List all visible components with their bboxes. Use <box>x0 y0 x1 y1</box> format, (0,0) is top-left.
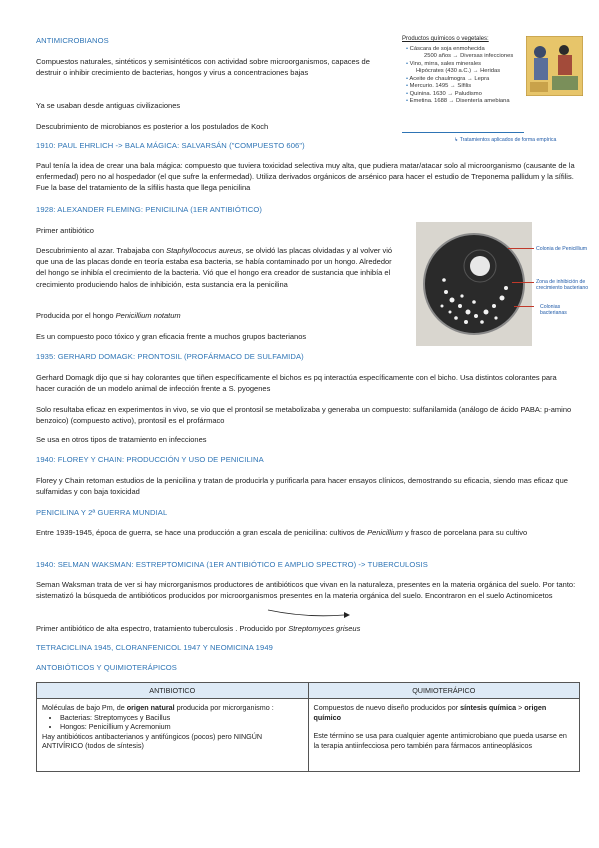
section-title-quimio: ANTOBIÓTICOS Y QUIMIOTERÁPICOS <box>36 663 177 672</box>
petri-plate-figure <box>416 222 598 346</box>
table-header: QUIMIOTERÁPICO <box>308 683 580 699</box>
paragraph: Florey y Chain retoman estudios de la penicilina y tratan de producirla y purificarla para hacer ensayos clínicos, demostrando su eficacia, siendo mas eficaz que sulfamidas y con baja toxicidad <box>36 476 568 497</box>
figure-item: Emetina. 1688 → Disentería amebiana <box>409 98 510 104</box>
figure-label: Colonias bacterianas <box>540 304 567 316</box>
figure-item: Aceite de chaulmogra → Lepra <box>409 75 490 82</box>
paragraph: Compuestos naturales, sintéticos y semisintéticos con actividad sobre microorganismos, capaces de destruir o inhibir crecimiento de bacterias, hongos y virus a concentraciones bajas <box>36 57 370 78</box>
paragraph: Solo resultaba eficaz en experimentos in vivo, se vio que el prontosil se metabolizaba y generaba un compuesto: sulfanilamida (análogo de ácido PABA: p-amino benzoico) (compuesto activo), prontosil es el profármaco <box>36 405 572 426</box>
figure-title: Productos químicos o vegetales: <box>402 36 489 42</box>
section-title-tetraciclina: TETRACICLINA 1945, CLORANFENICOL 1947 Y NEOMICINA 1949 <box>36 643 273 652</box>
figure-item: Quinina. 1630 → Paludismo <box>409 90 482 97</box>
figure-item: Hipócrates (430 a.C.) → Heridas <box>416 68 501 74</box>
list-item: • Bacterias: Streptomyces y Bacillus <box>60 713 303 723</box>
section-title-antimicrobianos: ANTIMICROBIANOS <box>36 36 109 45</box>
figure-item: 2500 años → Diversas infecciones <box>424 53 514 59</box>
section-title-waksman: 1940: SELMAN WAKSMAN: ESTREPTOMICINA (1ER ANTIBIÓTICO E AMPLIO SPECTRO) -> TUBERCULOSIS <box>36 560 428 569</box>
paragraph: Descubrimiento al azar. Trabajaba con Staphyllococus aureus, se olvidó las placas olvidadas y al volver vió que una de las placas donde en teoría estaba esa bacteria, se había contaminado por un hongo. Alrededor del hongo se inhibía el crecimiento de la bacteria. Vió que el hongo era creador de sustancia que inhibía el crecimiento produciendo halos de inhibición, esta sustancia era la penicilina <box>36 246 393 289</box>
arrow-icon: ↳ <box>454 137 460 143</box>
table-header: ANTIBIOTICO <box>37 683 309 699</box>
section-title-guerra: PENICILINA Y 2ª GUERRA MUNDIAL <box>36 508 168 517</box>
painting-illustration <box>526 36 583 96</box>
paragraph: Entre 1939-1945, época de guerra, se hace una producción a gran escala de penicilina: cultivos de Penicillium y frasco de porcelana para su cultivo <box>36 528 528 537</box>
section-title-domagk: 1935: GERHARD DOMAGK: PRONTOSIL (PROFÁRMACO DE SULFAMIDA) <box>36 352 304 361</box>
paragraph: Paul tenía la idea de crear una bala mágica: compuesto que tuviera toxicidad selectiva muy alta, que pudiera matar/atacar solo al microorganismo (causante de la enfermedad) pero no al hospedador (el que sufre la enfermedad). Utiliza derivados orgánicos de arsénico para hacer el estudio de Treponema pallidum y la sífilis. Fue la base del tratamiento de la sífilis hasta que llega penicilina <box>36 161 575 193</box>
figure-label: Zona de inhibición de crecimiento bacteriano <box>536 279 589 291</box>
paragraph: Seman Waksman trata de ver si hay microrganismos productores de antibióticos que vivan en la naturaleza, presentes en la materia orgánica del suelo. Por tanto: sistematizó la búsqueda de antibióticos producidos por microorganismos presentes en la materia orgánica del suelo. Encontraron en el suelo Actinomicetos <box>36 580 576 601</box>
figure-item: Cáscara de soja enmohecida <box>409 45 485 52</box>
paragraph: Es un compuesto poco tóxico y gran eficacia frente a muchos grupos bacterianos <box>36 332 307 341</box>
paragraph: Descubrimiento de microbianos es posterior a los postulados de Koch <box>36 122 269 131</box>
products-figure: Productos químicos o vegetales: • Cáscara de soja enmohecida 2500 años → Diversas infecciones • Vino, mirra, sales minerales Hipócrates (430 a.C.) → Heridas • Aceite de chaulmogra → Lepra • Mercurio. 1495 → Sífilis • Quinina. 1630 → Paludismo • Emetina. 1688 → Disentería amebiana ↳ Tratamientos aplicados de forma empírica <box>402 36 582 146</box>
table-cell: Compuestos de nuevo diseño producidos por síntesis química > origen químico Este término se usa para cualquier agente antimicrobiano que pueda usarse en la terapia antiinfecciosa pero también para fármacos antineoplásicos <box>308 699 580 772</box>
figure-label: Colonia de Penicillium <box>536 246 588 252</box>
paragraph: Gerhard Domagk dijo que si hay colorantes que tiñen específicamente el bichos es pq interactúa específicamente con el bicho. Usa distintos colorantes para hacer curación de un modelo animal de infección frente a S. pyogenes <box>36 373 557 394</box>
list-item: • Hongos: Penicillium y Acremonium <box>60 722 303 732</box>
comparison-table <box>36 682 580 772</box>
petri-plate-photo <box>416 222 532 346</box>
arrow-icon <box>266 606 352 620</box>
section-title-fleming: 1928: ALEXANDER FLEMING: PENICILINA (1ER ANTIBIÓTICO) <box>36 205 263 214</box>
section-title-florey: 1940: FLOREY Y CHAIN: PRODUCCIÓN Y USO DE PENICILINA <box>36 455 264 464</box>
paragraph: Ya se usaban desde antiguas civilizaciones <box>36 101 181 110</box>
section-title-ehrlich: 1910: PAUL EHRLICH -> BALA MÁGICA: SALVARSÁN ("COMPUESTO 606") <box>36 141 305 150</box>
figure-item: Vino, mirra, sales minerales <box>409 60 482 67</box>
paragraph: Primer antibiótico de alta espectro, tratamiento tuberculosis . Producido por Streptomyces griseus <box>36 624 361 633</box>
figure-caption: Tratamientos aplicados de forma empírica <box>459 137 557 143</box>
paragraph: Primer antibiótico <box>36 226 94 235</box>
figure-item: Mercurio. 1495 → Sífilis <box>409 83 472 89</box>
paragraph: Se usa en otros tipos de tratamiento en infecciones <box>36 435 207 444</box>
table-cell: Moléculas de bajo Pm, de origen natural producida por microrganismo : • Bacterias: Streptomyces y Bacillus • Hongos: Penicillium y Acremonium Hay antibióticos antibacterianos y antifúngicos (pocos) pero NINGÚN ANTIVÍRICO (todos de síntesis) <box>37 699 309 772</box>
paragraph: Producida por el hongo Penicillium notatum <box>36 311 181 320</box>
